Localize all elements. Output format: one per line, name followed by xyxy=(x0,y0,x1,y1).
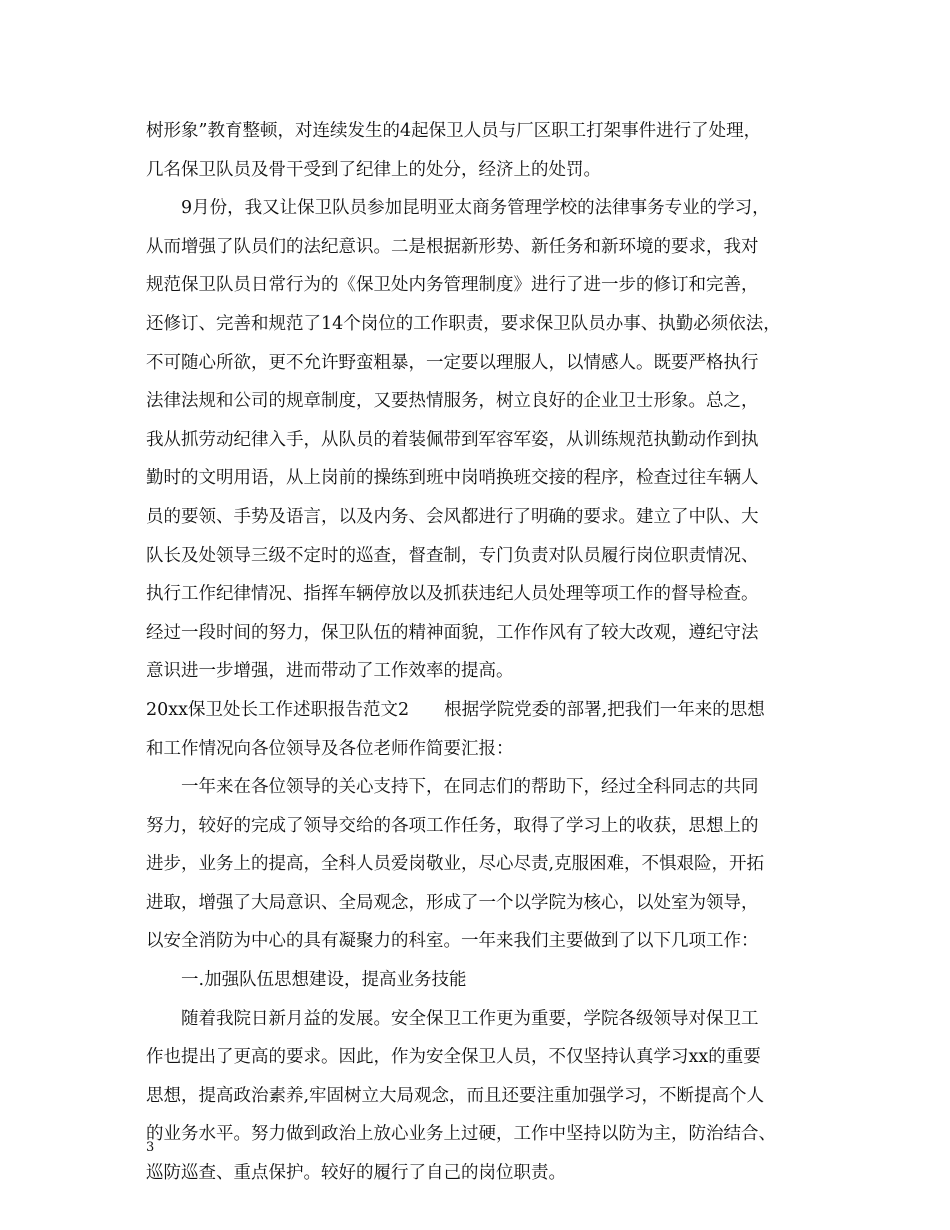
page-number: 3 xyxy=(146,1140,155,1155)
subheading-line: 一.加强队伍思想建设，提高业务技能 xyxy=(181,970,467,991)
text-line-28: 巡防巡查、重点保护。较好的履行了自己的岗位职责。 xyxy=(146,1163,566,1184)
text-line-26: 思想，提高政治素养,牢固树立大局观念，而且还要注重加强学习，不断提高个人 xyxy=(146,1085,765,1106)
text-line-19: 努力，较好的完成了领导交给的各项工作任务，取得了学习上的收获，思想上的 xyxy=(146,815,759,836)
text-line-12: 队长及处领导三级不定时的巡查，督查制，专门负责对队员履行岗位职责情况、 xyxy=(146,545,759,566)
text-line-7: 不可随心所欲，更不允许野蛮粗暴，一定要以理服人，以情感人。既要严格执行 xyxy=(146,352,759,373)
text-line-2: 几名保卫队员及骨干受到了纪律上的处分，经济上的处罚。 xyxy=(146,159,601,180)
text-line-20: 进步，业务上的提高，全科人员爱岗敬业，尽心尽责,克服困难，不惧艰险，开拓 xyxy=(146,854,765,875)
section-title-line: 20xx保卫处长工作述职报告范文2 根据学院党委的部署,把我们一年来的思想 xyxy=(146,699,765,720)
text-line-17: 和工作情况向各位领导及各位老师作简要汇报： xyxy=(146,738,514,759)
text-line-11: 员的要领、手势及语言，以及内务、会风都进行了明确的要求。建立了中队、大 xyxy=(146,506,759,527)
text-line-22: 以安全消防为中心的具有凝聚力的科室。一年来我们主要做到了以下几项工作： xyxy=(146,931,759,952)
text-line-3: 9月份，我又让保卫队员参加昆明亚太商务管理学校的法律事务专业的学习， xyxy=(181,198,770,219)
text-line-24: 随着我院日新月益的发展。安全保卫工作更为重要，学院各级领导对保卫工 xyxy=(181,1008,759,1029)
text-line-13: 执行工作纪律情况、指挥车辆停放以及抓获违纪人员处理等项工作的督导检查。 xyxy=(146,584,759,605)
text-line-18: 一年来在各位领导的关心支持下，在同志们的帮助下，经过全科同志的共同 xyxy=(181,777,759,798)
text-line-25: 作也提出了更高的要求。因此，作为安全保卫人员，不仅坚持认真学习xx的重要 xyxy=(146,1047,761,1068)
text-line-4: 从而增强了队员们的法纪意识。二是根据新形势、新任务和新环境的要求，我对 xyxy=(146,236,759,257)
text-line-14: 经过一段时间的努力，保卫队伍的精神面貌，工作作风有了较大改观，遵纪守法 xyxy=(146,622,759,643)
text-line-6: 还修订、完善和规范了14个岗位的工作职责，要求保卫队员办事、执勤必须依法， xyxy=(146,313,781,334)
text-line-9: 我从抓劳动纪律入手，从队员的着装佩带到军容军姿，从训练规范执勤动作到执 xyxy=(146,429,759,450)
text-line-8: 法律法规和公司的规章制度，又要热情服务，树立良好的企业卫士形象。总之， xyxy=(146,391,759,412)
text-line-10: 勤时的文明用语，从上岗前的操练到班中岗哨换班交接的程序，检查过往车辆人 xyxy=(146,468,759,489)
text-line-15: 意识进一步增强，进而带动了工作效率的提高。 xyxy=(146,661,514,682)
text-line-27: 的业务水平。努力做到政治上放心业务上过硬，工作中坚持以防为主，防治结合、 xyxy=(146,1124,776,1145)
text-line-1: 树形象”教育整顿，对连续发生的4起保卫人员与厂区职工打架事件进行了处理， xyxy=(146,121,762,141)
document-body xyxy=(146,112,816,1193)
text-line-5: 规范保卫队员日常行为的《保卫处内务管理制度》进行了进一步的修订和完善， xyxy=(146,275,759,296)
text-line-21: 进取，增强了大局意识、全局观念，形成了一个以学院为核心，以处室为领导， xyxy=(146,892,759,913)
